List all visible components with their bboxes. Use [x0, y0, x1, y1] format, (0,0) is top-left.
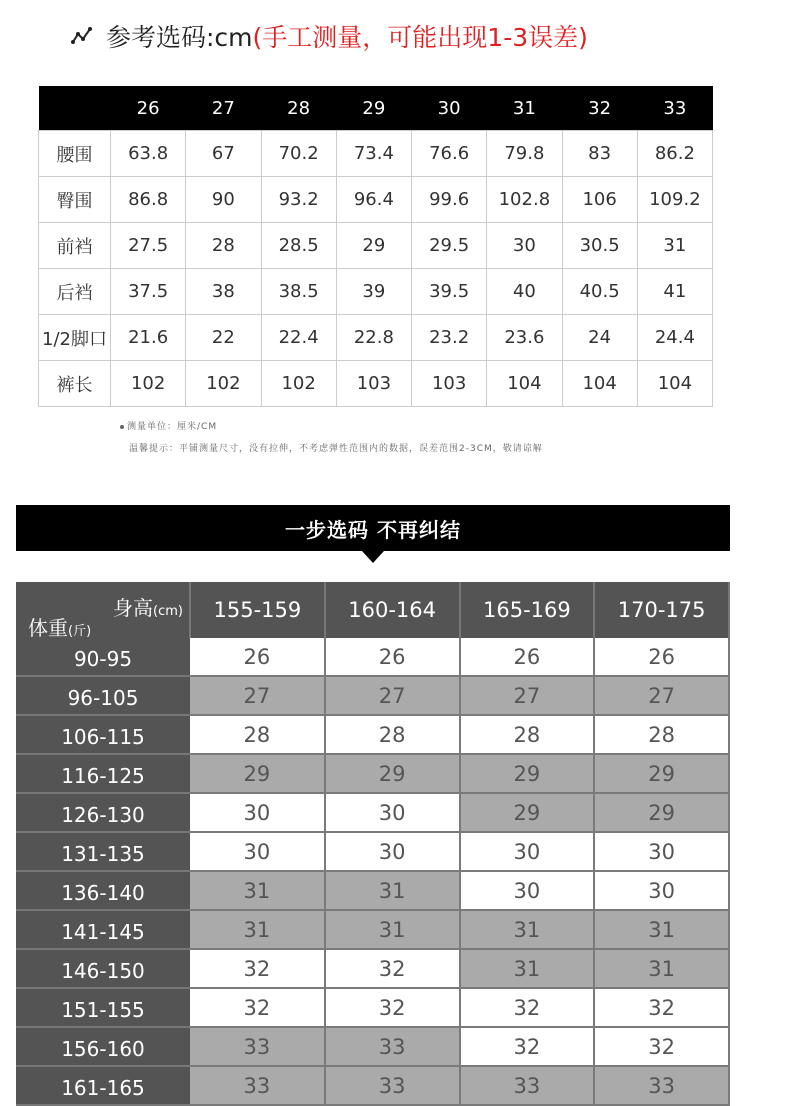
table-row: [16, 754, 729, 793]
row-label: 臀围: [39, 177, 111, 223]
size-cell: 31: [594, 910, 729, 949]
size-cell: 31: [460, 949, 595, 988]
size-cell: 32: [594, 1027, 729, 1066]
measurement-cell: 104: [637, 361, 712, 407]
size-cell: 31: [190, 871, 325, 910]
size-cell: 26: [190, 638, 325, 676]
weight-range-cell: 131-135: [16, 832, 190, 871]
row-label: 腰围: [39, 131, 111, 177]
weight-range-cell: 156-160: [16, 1027, 190, 1066]
weight-range-cell: 161-165: [16, 1066, 190, 1105]
table-row: [16, 1027, 729, 1066]
size-cell: 27: [594, 676, 729, 715]
size-cell: 30: [325, 793, 460, 832]
section-banner: [16, 505, 730, 551]
measurement-cell: 40: [487, 269, 562, 315]
measurement-cell: 30.5: [562, 223, 637, 269]
size-cell: 32: [190, 949, 325, 988]
measurement-cell: 21.6: [111, 315, 186, 361]
measurement-cell: 70.2: [261, 131, 336, 177]
measurement-cell: 22.4: [261, 315, 336, 361]
size-cell: 26: [460, 638, 595, 676]
weight-axis-label: 体重(斤): [28, 616, 92, 640]
trend-line-icon: [70, 24, 94, 48]
size-cell: 29: [325, 754, 460, 793]
recommendation-header: [16, 582, 729, 638]
size-header: 30: [412, 86, 487, 131]
height-range-header: 165-169: [460, 582, 595, 638]
size-cell: 27: [460, 676, 595, 715]
size-cell: 32: [460, 1027, 595, 1066]
title-main: 参考选码:cm: [106, 23, 253, 52]
weight-range-cell: 116-125: [16, 754, 190, 793]
size-cell: 30: [190, 832, 325, 871]
size-cell: 30: [190, 793, 325, 832]
table-row: [16, 676, 729, 715]
table-row: [16, 715, 729, 754]
measurement-cell: 38: [186, 269, 261, 315]
measurement-cell: 39: [336, 269, 411, 315]
size-cell: 31: [325, 871, 460, 910]
measurement-cell: 102: [111, 361, 186, 407]
weight-range-cell: 126-130: [16, 793, 190, 832]
size-header: 31: [487, 86, 562, 131]
measurement-cell: 102: [186, 361, 261, 407]
size-cell: 28: [325, 715, 460, 754]
size-header: 26: [111, 86, 186, 131]
measurement-cell: 23.2: [412, 315, 487, 361]
height-axis-label: 身高(cm): [113, 596, 183, 620]
size-cell: 32: [325, 949, 460, 988]
size-cell: 29: [460, 793, 595, 832]
measurement-cell: 93.2: [261, 177, 336, 223]
banner-pointer-icon: [362, 551, 384, 563]
measurement-cell: 102: [261, 361, 336, 407]
table-row: [16, 949, 729, 988]
table-row: [39, 177, 713, 223]
size-cell: 31: [190, 910, 325, 949]
measurement-cell: 23.6: [487, 315, 562, 361]
table-row: [16, 638, 729, 676]
weight-range-cell: 96-105: [16, 676, 190, 715]
measurement-cell: 96.4: [336, 177, 411, 223]
size-cell: 33: [190, 1066, 325, 1105]
weight-range-cell: 141-145: [16, 910, 190, 949]
weight-range-cell: 106-115: [16, 715, 190, 754]
size-header: 33: [637, 86, 712, 131]
measurement-cell: 22: [186, 315, 261, 361]
size-table-header: [39, 86, 713, 131]
size-cell: 28: [190, 715, 325, 754]
measurement-cell: 104: [562, 361, 637, 407]
measurement-cell: 103: [412, 361, 487, 407]
row-label: 裤长: [39, 361, 111, 407]
measurement-cell: 109.2: [637, 177, 712, 223]
size-cell: 32: [460, 988, 595, 1027]
bullet-icon: [120, 425, 124, 429]
measurement-cell: 24: [562, 315, 637, 361]
size-cell: 30: [594, 871, 729, 910]
row-label: 后裆: [39, 269, 111, 315]
size-cell: 33: [594, 1066, 729, 1105]
table-row: [16, 910, 729, 949]
size-cell: 33: [325, 1027, 460, 1066]
measurement-cell: 38.5: [261, 269, 336, 315]
size-cell: 30: [594, 832, 729, 871]
size-cell: 30: [325, 832, 460, 871]
size-cell: 31: [325, 910, 460, 949]
measurement-cell: 86.2: [637, 131, 712, 177]
size-header: 28: [261, 86, 336, 131]
weight-range-cell: 136-140: [16, 871, 190, 910]
weight-range-cell: 146-150: [16, 949, 190, 988]
table-row: [16, 1066, 729, 1105]
measurement-cell: 73.4: [336, 131, 411, 177]
size-table: [38, 86, 713, 407]
size-cell: 28: [594, 715, 729, 754]
height-range-header: 160-164: [325, 582, 460, 638]
size-cell: 31: [594, 949, 729, 988]
header-corner: [39, 86, 111, 131]
measurement-cell: 29: [336, 223, 411, 269]
measurement-notes: [120, 416, 543, 460]
measurement-cell: 67: [186, 131, 261, 177]
size-cell: 33: [460, 1066, 595, 1105]
size-cell: 32: [594, 988, 729, 1027]
size-cell: 33: [190, 1027, 325, 1066]
banner-text: 一步选码 不再纠结: [285, 517, 461, 542]
table-row: [39, 223, 713, 269]
table-row: [39, 269, 713, 315]
height-range-header: 155-159: [190, 582, 325, 638]
measurement-cell: 39.5: [412, 269, 487, 315]
size-cell: 26: [325, 638, 460, 676]
weight-range-cell: 151-155: [16, 988, 190, 1027]
size-cell: 29: [594, 754, 729, 793]
recommendation-table: [16, 582, 730, 1106]
size-cell: 30: [460, 871, 595, 910]
measurement-cell: 102.8: [487, 177, 562, 223]
measurement-cell: 31: [637, 223, 712, 269]
measurement-cell: 41: [637, 269, 712, 315]
measurement-cell: 28.5: [261, 223, 336, 269]
weight-range-cell: 90-95: [16, 638, 190, 676]
page-title: [70, 18, 588, 54]
size-cell: 29: [594, 793, 729, 832]
size-cell: 27: [325, 676, 460, 715]
size-cell: 29: [460, 754, 595, 793]
size-cell: 29: [190, 754, 325, 793]
size-header: 27: [186, 86, 261, 131]
row-label: 前裆: [39, 223, 111, 269]
measurement-cell: 83: [562, 131, 637, 177]
measurement-cell: 90: [186, 177, 261, 223]
table-row: [39, 361, 713, 407]
measurement-cell: 37.5: [111, 269, 186, 315]
table-row: [39, 315, 713, 361]
row-label: 1/2脚口: [39, 315, 111, 361]
table-row: [16, 871, 729, 910]
size-cell: 30: [460, 832, 595, 871]
measurement-cell: 27.5: [111, 223, 186, 269]
size-cell: 26: [594, 638, 729, 676]
measurement-cell: 103: [336, 361, 411, 407]
measurement-cell: 30: [487, 223, 562, 269]
size-cell: 28: [460, 715, 595, 754]
size-cell: 32: [325, 988, 460, 1027]
table-row: [16, 988, 729, 1027]
measurement-cell: 63.8: [111, 131, 186, 177]
table-row: [39, 131, 713, 177]
measurement-cell: 79.8: [487, 131, 562, 177]
corner-cell: [16, 582, 190, 638]
measurement-cell: 22.8: [336, 315, 411, 361]
table-row: [16, 793, 729, 832]
measurement-cell: 24.4: [637, 315, 712, 361]
measurement-cell: 99.6: [412, 177, 487, 223]
size-cell: 27: [190, 676, 325, 715]
measurement-cell: 76.6: [412, 131, 487, 177]
measurement-cell: 86.8: [111, 177, 186, 223]
unit-note: 测量单位：厘米/CM: [127, 422, 218, 432]
table-row: [16, 832, 729, 871]
size-cell: 32: [190, 988, 325, 1027]
height-range-header: 170-175: [594, 582, 729, 638]
size-header: 32: [562, 86, 637, 131]
measurement-cell: 28: [186, 223, 261, 269]
measurement-cell: 106: [562, 177, 637, 223]
size-cell: 33: [325, 1066, 460, 1105]
tip-note: 温馨提示：平铺测量尺寸，没有拉伸，不考虑弹性范围内的数据，误差范围2-3CM，敬请谅解: [129, 444, 543, 454]
title-note: (手工测量，可能出现1-3误差): [252, 23, 588, 52]
size-header: 29: [336, 86, 411, 131]
measurement-cell: 104: [487, 361, 562, 407]
measurement-cell: 29.5: [412, 223, 487, 269]
size-cell: 31: [460, 910, 595, 949]
measurement-cell: 40.5: [562, 269, 637, 315]
